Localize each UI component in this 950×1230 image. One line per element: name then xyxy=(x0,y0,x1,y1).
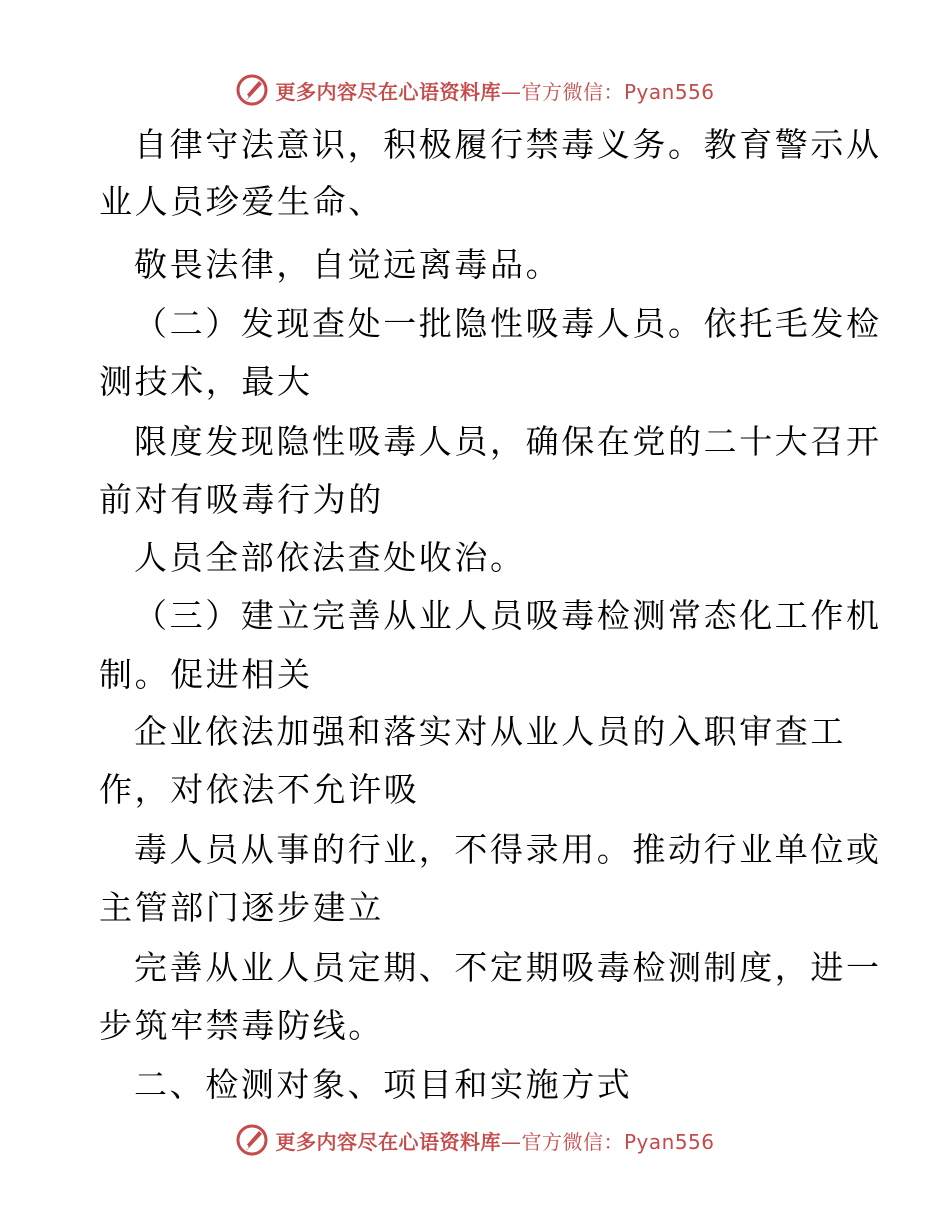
text-line: 自律守法意识，积极履行禁毒义务。教育警示从 xyxy=(134,125,882,164)
text-line: 人员全部依法查处收治。 xyxy=(134,538,526,577)
banner-wechat-id: Pyan556 xyxy=(623,1129,715,1154)
text-line: 完善从业人员定期、不定期吸毒检测制度，进一 xyxy=(134,948,882,987)
banner-wechat-label: 官方微信： xyxy=(521,1129,624,1154)
footer-banner xyxy=(0,1120,950,1160)
quill-seal-icon xyxy=(235,73,269,107)
text-line: 主管部门逐步建立 xyxy=(99,888,384,927)
banner-site-name: 更多内容尽在心语资料库 xyxy=(275,79,501,104)
text-line: 毒人员从事的行业，不得录用。推动行业单位或 xyxy=(134,830,882,869)
text-line: 企业依法加强和落实对从业人员的入职审查工 xyxy=(134,712,846,751)
section-heading-line: （二）发现查处一批隐性吸毒人员。依托毛发检 xyxy=(134,304,882,343)
text-line: 步筑牢禁毒防线。 xyxy=(99,1006,384,1045)
banner-site-name: 更多内容尽在心语资料库 xyxy=(275,1129,501,1154)
text-line: 制。促进相关 xyxy=(99,655,313,694)
banner-wechat-label: 官方微信： xyxy=(521,79,624,104)
header-banner xyxy=(0,70,950,110)
banner-text xyxy=(275,76,714,105)
text-line: 敬畏法律，自觉远离毒品。 xyxy=(134,245,562,284)
banner-wechat-id: Pyan556 xyxy=(623,79,715,104)
banner-text xyxy=(275,1126,714,1155)
section-heading-line: （三）建立完善从业人员吸毒检测常态化工作机 xyxy=(134,596,882,635)
section-heading-line: 二、检测对象、项目和实施方式 xyxy=(134,1065,633,1104)
text-line: 业人员珍爱生命、 xyxy=(99,182,384,221)
text-line: 限度发现隐性吸毒人员，确保在党的二十大召开 xyxy=(134,422,882,461)
banner-separator: — xyxy=(500,79,522,104)
text-line: 前对有吸毒行为的 xyxy=(99,480,384,519)
quill-seal-icon xyxy=(235,1123,269,1157)
text-line: 测技术，最大 xyxy=(99,362,313,401)
text-line: 作，对依法不允许吸 xyxy=(99,770,420,809)
banner-separator: — xyxy=(500,1129,522,1154)
